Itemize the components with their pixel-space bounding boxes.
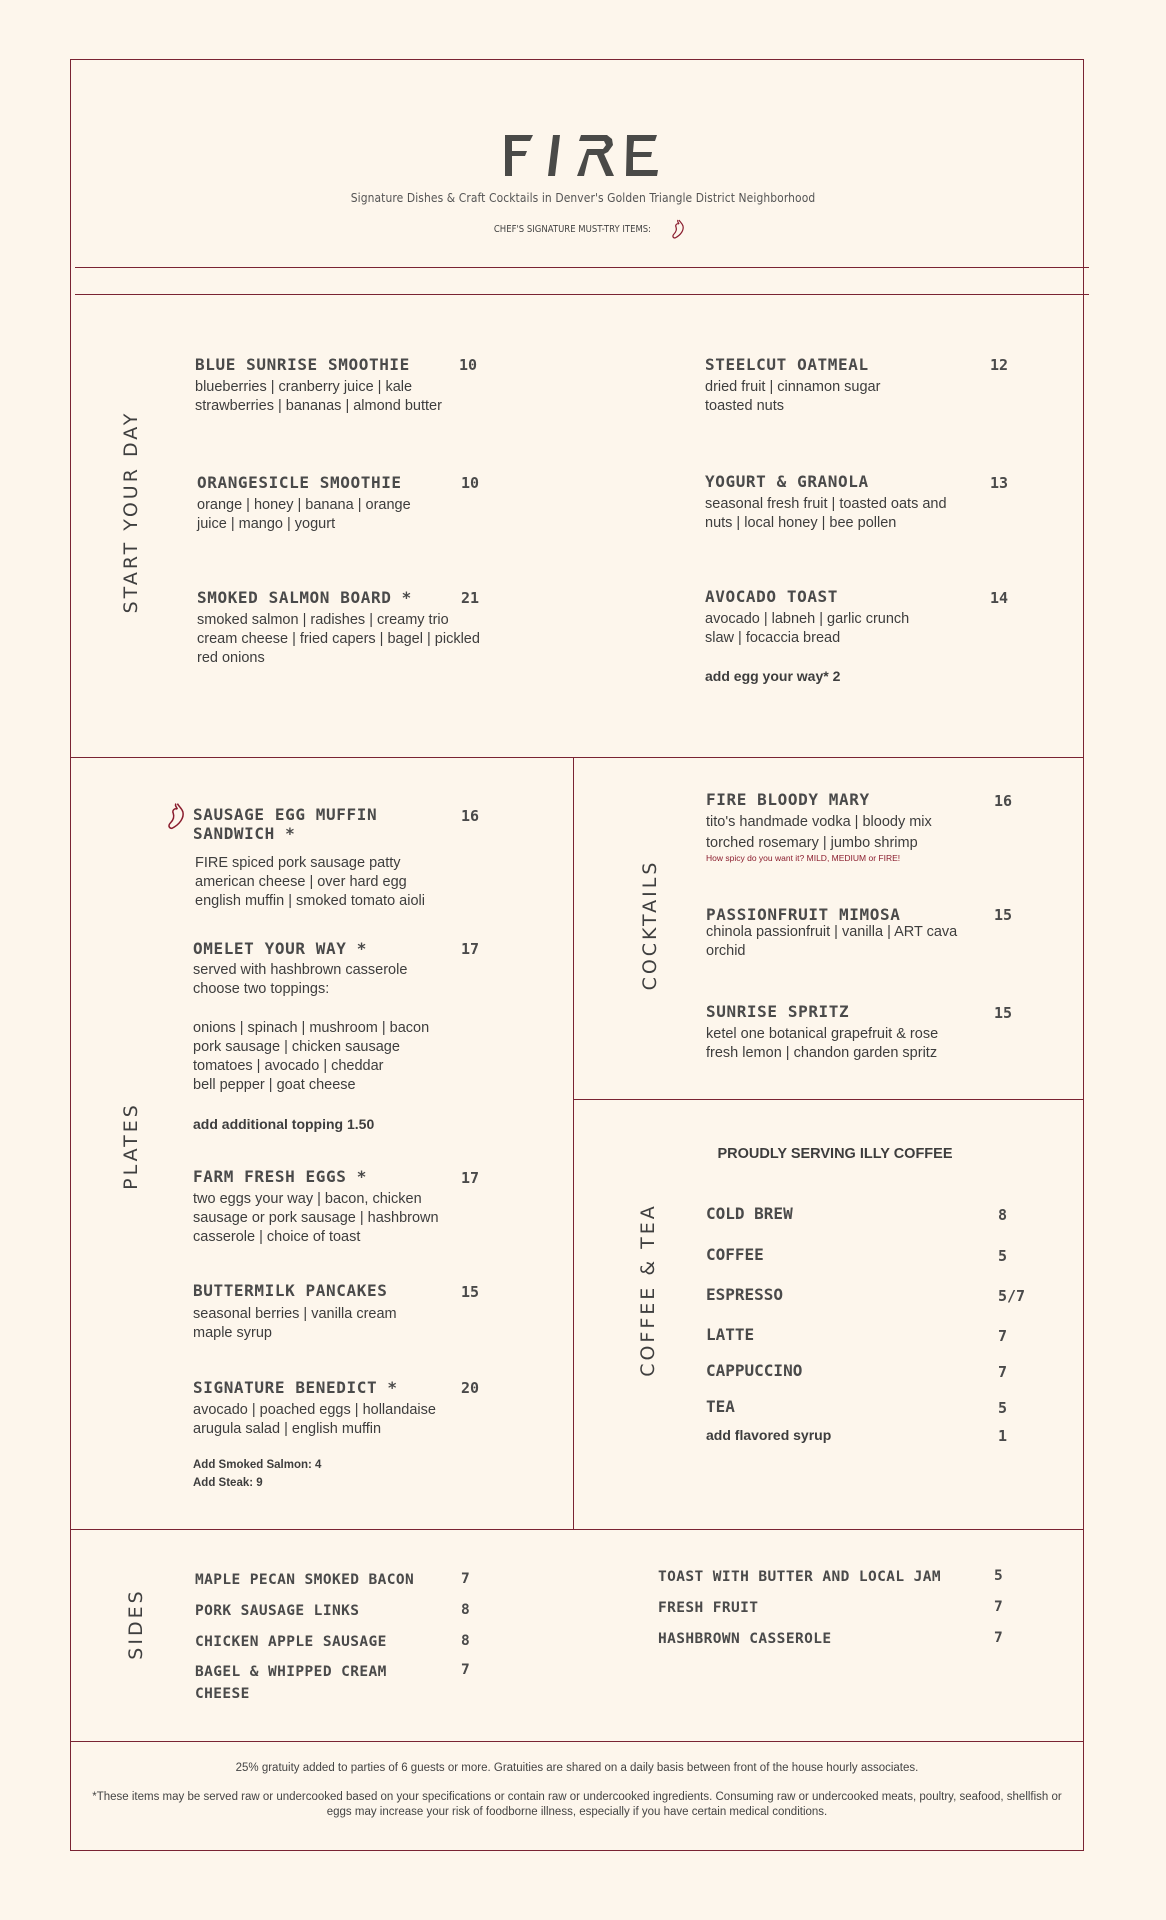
- item-desc-omelet-your-way: served with hashbrown casserole choose two toppings:: [193, 962, 408, 997]
- coffee-price-cold-brew: 8: [998, 1206, 1008, 1224]
- side-item-bagel-cream-cheese: BAGEL & WHIPPED CREAM CHEESE: [195, 1664, 387, 1702]
- item-name-orangesicle-smoothie: ORANGESICLE SMOOTHIE: [197, 473, 402, 492]
- side-price-maple-pecan-bacon: 7: [461, 1571, 470, 1587]
- item-name-sausage-egg-muffin: SAUSAGE EGG MUFFIN SANDWICH *: [193, 805, 378, 843]
- item-price-smoked-salmon-board: 21: [461, 589, 480, 607]
- coffee-item-cold-brew: COLD BREW: [706, 1204, 793, 1223]
- item-name-omelet-your-way: OMELET YOUR WAY *: [193, 939, 367, 958]
- coffee-price-espresso: 5/7: [998, 1287, 1026, 1305]
- coffee-price-tea: 5: [998, 1399, 1008, 1417]
- item-desc-smoked-salmon-board: smoked salmon | radishes | creamy trio cream cheese | fried capers | bagel | pickled red onions: [197, 612, 480, 666]
- item-price-steelcut-oatmeal: 12: [990, 356, 1009, 374]
- coffee-price-coffee: 5: [998, 1247, 1008, 1265]
- coffee-item-espresso: ESPRESSO: [706, 1285, 784, 1304]
- item-name-blue-sunrise-smoothie: BLUE SUNRISE SMOOTHIE: [195, 355, 410, 374]
- item-price-yogurt-granola: 13: [990, 474, 1009, 492]
- item-name-fire-bloody-mary: FIRE BLOODY MARY: [706, 790, 870, 809]
- coffee-syrup-note: add flavored syrup: [706, 1427, 832, 1443]
- side-price-bagel-cream-cheese: 7: [461, 1662, 470, 1678]
- item-price-signature-benedict: 20: [461, 1379, 480, 1397]
- side-item-toast-butter-jam: TOAST WITH BUTTER AND LOCAL JAM: [658, 1569, 942, 1585]
- illy-coffee-heading: PROUDLY SERVING ILLY COFFEE: [717, 1146, 953, 1162]
- section-label-coffee-tea: COFFEE & TEA: [637, 1203, 659, 1377]
- item-desc-sunrise-spritz: ketel one botanical grapefruit & rose fresh lemon | chandon garden spritz: [706, 1026, 939, 1061]
- item-desc-orangesicle-smoothie: orange | honey | banana | orange juice | mango | yogurt: [197, 497, 411, 532]
- item-desc-yogurt-granola: seasonal fresh fruit | toasted oats and nuts | local honey | bee pollen: [705, 496, 947, 531]
- item-name-avocado-toast: AVOCADO TOAST: [705, 587, 839, 606]
- side-item-fresh-fruit: FRESH FRUIT: [658, 1600, 759, 1616]
- coffee-price-cappuccino: 7: [998, 1363, 1008, 1381]
- omelet-toppings-list: onions | spinach | mushroom | bacon pork sausage | chicken sausage tomatoes | avocado | cheddar bell pepper | goat cheese: [193, 1020, 430, 1093]
- item-desc-buttermilk-pancakes: seasonal berries | vanilla cream maple syrup: [193, 1306, 397, 1341]
- item-price-farm-fresh-eggs: 17: [461, 1169, 480, 1187]
- benedict-add-ons: Add Smoked Salmon: 4 Add Steak: 9: [193, 1459, 322, 1489]
- cocktails-coffee-divider: [573, 1099, 1084, 1100]
- plates-sides-divider: [70, 1529, 1084, 1530]
- item-desc-avocado-toast: avocado | labneh | garlic crunch slaw | focaccia bread: [705, 611, 910, 646]
- side-item-hashbrown-casserole: HASHBROWN CASSEROLE: [658, 1631, 832, 1647]
- side-item-maple-pecan-bacon: MAPLE PECAN SMOKED BACON: [195, 1572, 415, 1588]
- section-label-sides: SIDES: [125, 1588, 147, 1660]
- chili-pepper-icon: [165, 800, 187, 832]
- chili-pepper-icon: [670, 219, 686, 239]
- coffee-item-cappuccino: CAPPUCCINO: [706, 1361, 803, 1380]
- item-desc-fire-bloody-mary: tito's handmade vodka | bloody mix torched rosemary | jumbo shrimp: [706, 814, 932, 851]
- gratuity-note: 25% gratuity added to parties of 6 guests or more. Gratuities are shared on a daily basis between front of the house hourly associates.: [235, 1762, 919, 1774]
- side-price-toast-butter-jam: 5: [994, 1568, 1003, 1584]
- avocado-toast-egg-note: add egg your way* 2: [705, 668, 841, 684]
- tagline: Signature Dishes & Craft Cocktails in Denver's Golden Triangle District Neighborhood: [350, 190, 816, 205]
- item-desc-signature-benedict: avocado | poached eggs | hollandaise arugula salad | english muffin: [193, 1402, 436, 1437]
- coffee-item-coffee: COFFEE: [706, 1245, 764, 1264]
- item-name-sunrise-spritz: SUNRISE SPRITZ: [706, 1002, 850, 1021]
- item-name-smoked-salmon-board: SMOKED SALMON BOARD *: [197, 588, 412, 607]
- item-name-buttermilk-pancakes: BUTTERMILK PANCAKES: [193, 1281, 388, 1300]
- item-name-passionfruit-mimosa: PASSIONFRUIT MIMOSA: [706, 905, 901, 924]
- header-divider-bottom: [75, 294, 1089, 295]
- signature-items-label: [0, 219, 1166, 239]
- side-item-chicken-apple-sausage: CHICKEN APPLE SAUSAGE: [195, 1634, 387, 1650]
- coffee-item-latte: LATTE: [706, 1325, 755, 1344]
- breakfast-divider: [70, 757, 1084, 758]
- side-price-fresh-fruit: 7: [994, 1599, 1003, 1615]
- sides-footer-divider: [70, 1741, 1084, 1742]
- item-price-omelet-your-way: 17: [461, 940, 480, 958]
- side-price-pork-sausage-links: 8: [461, 1602, 470, 1618]
- section-label-start-your-day: START YOUR DAY: [120, 410, 142, 614]
- side-price-chicken-apple-sausage: 8: [461, 1633, 470, 1649]
- coffee-syrup-price: 1: [998, 1427, 1008, 1445]
- item-price-passionfruit-mimosa: 15: [994, 906, 1013, 924]
- signature-label-text: CHEF'S SIGNATURE MUST-TRY ITEMS:: [493, 224, 651, 235]
- item-desc-sausage-egg-muffin: FIRE spiced pork sausage patty american cheese | over hard egg english muffin | smoked tomato aioli: [195, 855, 425, 909]
- item-price-orangesicle-smoothie: 10: [461, 474, 480, 492]
- item-name-farm-fresh-eggs: FARM FRESH EGGS *: [193, 1167, 367, 1186]
- coffee-item-tea: TEA: [706, 1397, 735, 1416]
- header-divider-top: [75, 267, 1089, 268]
- coffee-price-latte: 7: [998, 1327, 1008, 1345]
- side-item-pork-sausage-links: PORK SAUSAGE LINKS: [195, 1603, 360, 1619]
- item-desc-blue-sunrise-smoothie: blueberries | cranberry juice | kale strawberries | bananas | almond butter: [195, 379, 442, 414]
- side-price-hashbrown-casserole: 7: [994, 1630, 1003, 1646]
- item-price-avocado-toast: 14: [990, 589, 1009, 607]
- section-label-cocktails: COCKTAILS: [639, 859, 661, 991]
- omelet-topping-note: add additional topping 1.50: [193, 1116, 375, 1132]
- fire-logo: [503, 133, 663, 178]
- plates-column-divider: [573, 757, 574, 1529]
- raw-food-disclaimer: *These items may be served raw or undercooked based on your specifications or contain raw or undercooked ingredients. Consuming raw or undercooked meats, poultry, seafood, shellfish or eggs may increase your risk of foodborne illness, especially if you have certain medical conditions.: [92, 1791, 1062, 1818]
- item-desc-passionfruit-mimosa: chinola passionfruit | vanilla | ART cava orchid: [706, 924, 958, 959]
- item-price-sunrise-spritz: 15: [994, 1004, 1013, 1022]
- item-price-blue-sunrise-smoothie: 10: [459, 356, 478, 374]
- item-desc-farm-fresh-eggs: two eggs your way | bacon, chicken sausage or pork sausage | hashbrown casserole | choice of toast: [193, 1191, 439, 1245]
- item-name-yogurt-granola: YOGURT & GRANOLA: [705, 472, 869, 491]
- item-desc-steelcut-oatmeal: dried fruit | cinnamon sugar toasted nuts: [705, 379, 881, 414]
- item-price-buttermilk-pancakes: 15: [461, 1283, 480, 1301]
- item-name-signature-benedict: SIGNATURE BENEDICT *: [193, 1378, 398, 1397]
- item-name-steelcut-oatmeal: STEELCUT OATMEAL: [705, 355, 869, 374]
- item-price-sausage-egg-muffin: 16: [461, 807, 480, 825]
- section-label-plates: PLATES: [120, 1102, 142, 1190]
- bloody-mary-spicy-note: How spicy do you want it? MILD, MEDIUM or FIRE!: [706, 853, 901, 863]
- item-price-fire-bloody-mary: 16: [994, 792, 1013, 810]
